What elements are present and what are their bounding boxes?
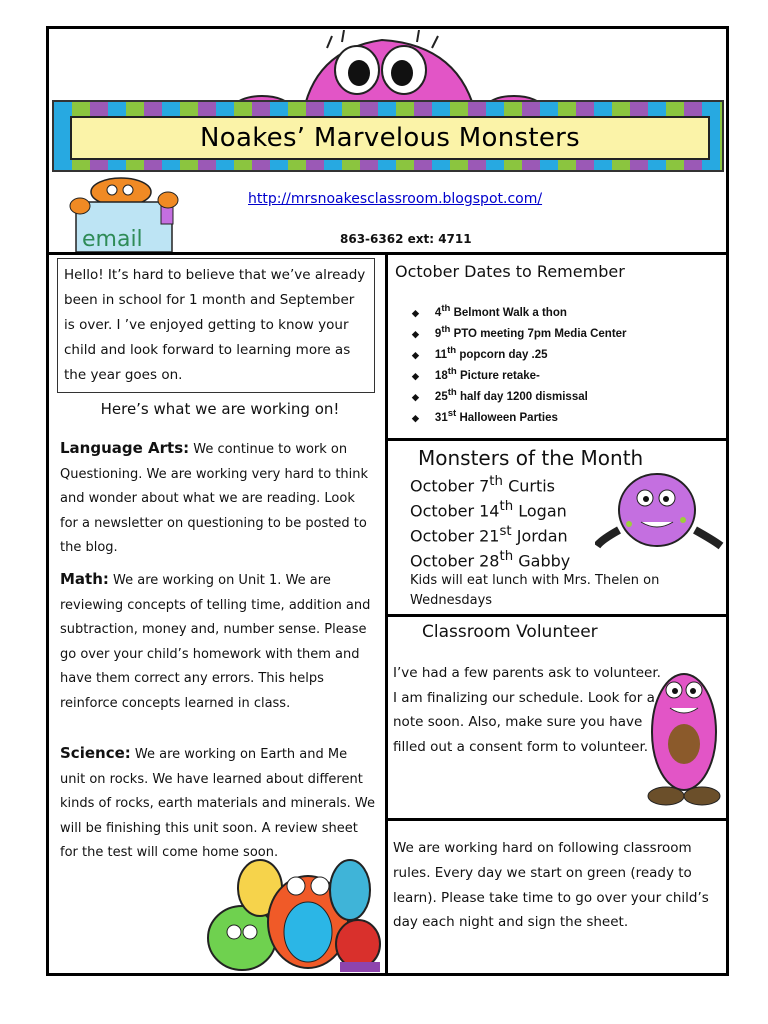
monsters-of-month-heading: Monsters of the Month (418, 446, 644, 470)
motm-entry: October 28th Gabby (410, 549, 571, 571)
date-item: ◆ 9th PTO meeting 7pm Media Center (412, 319, 627, 340)
date-item: ◆ 4th Belmont Walk a thon (412, 298, 627, 319)
motm-entry: October 7th Curtis (410, 474, 556, 496)
motm-entry: October 14th Logan (410, 499, 567, 521)
october-dates-heading: October Dates to Remember (395, 262, 625, 281)
svg-text:email: email (82, 227, 143, 252)
language-arts-label: Language Arts: (60, 439, 190, 457)
math-text: We are working on Unit 1. We are reviewing concepts of telling time, addition and subtraction, money and, number sense. Please go over your child’s homework with them and have them correct any errors. This helps reinforce concepts learned in class. (60, 573, 371, 711)
math-label: Math: (60, 570, 109, 588)
phone-number: 863-6362 ext: 4711 (340, 232, 472, 246)
science-section (60, 741, 376, 866)
motm-entry: October 21st Jordan (410, 524, 568, 546)
intro-message: Hello! It’s hard to believe that we’ve already been in school for 1 month and September is over. I ’ve enjoyed getting to know your child and look forward to learning more as the year goes on. (57, 258, 375, 393)
purple-monster-illustration (595, 470, 725, 555)
science-text: We are working on Earth and Me unit on rocks. We have learned about different kinds of rocks, earth materials and minerals. We will be finishing this unit soon. A review sheet for the test will come home soon. (60, 747, 376, 861)
date-item: ◆ 25th half day 1200 dismissal (412, 382, 627, 403)
divider-volunteer-rules (385, 818, 729, 821)
blog-link[interactable]: http://mrsnoakesclassroom.blogspot.com/ (248, 191, 543, 207)
volunteer-heading: Classroom Volunteer (422, 622, 598, 642)
lunch-note: Kids will eat lunch with Mrs. Thelen on Wednesdays (410, 573, 660, 608)
date-item: ◆ 31st Halloween Parties (412, 403, 627, 424)
math-section (60, 567, 376, 717)
date-item: ◆ 11th popcorn day .25 (412, 340, 627, 361)
title-banner (70, 116, 710, 160)
classroom-rules-text: We are working hard on following classroom rules. Every day we start on green (ready to learn). Please take time to go over your child’s day each night and sign the sheet. (393, 840, 709, 931)
monster-group-illustration (200, 850, 385, 972)
pink-furry-monster-illustration (640, 662, 728, 806)
divider-motm-volunteer (385, 614, 729, 617)
date-item: ◆ 18th Picture retake- (412, 361, 627, 382)
science-label: Science: (60, 744, 131, 762)
email-monster-icon (66, 176, 181, 252)
working-on-heading: Here’s what we are working on! (100, 400, 340, 418)
newsletter-title: Noakes’ Marvelous Monsters (200, 123, 580, 153)
language-arts-section (60, 436, 376, 561)
divider-dates-motm (385, 438, 729, 441)
volunteer-text: I’ve had a few parents ask to volunteer. I am finalizing our schedule. Look for a note soon. Also, make sure you have filled out a consent form to volunteer. (393, 665, 661, 755)
october-dates-list (412, 298, 627, 424)
language-arts-text: We continue to work on Questioning. We are working very hard to think and wonder about what we are reading. Look for a newsletter on questioning to be posted to the blog. (60, 442, 369, 556)
